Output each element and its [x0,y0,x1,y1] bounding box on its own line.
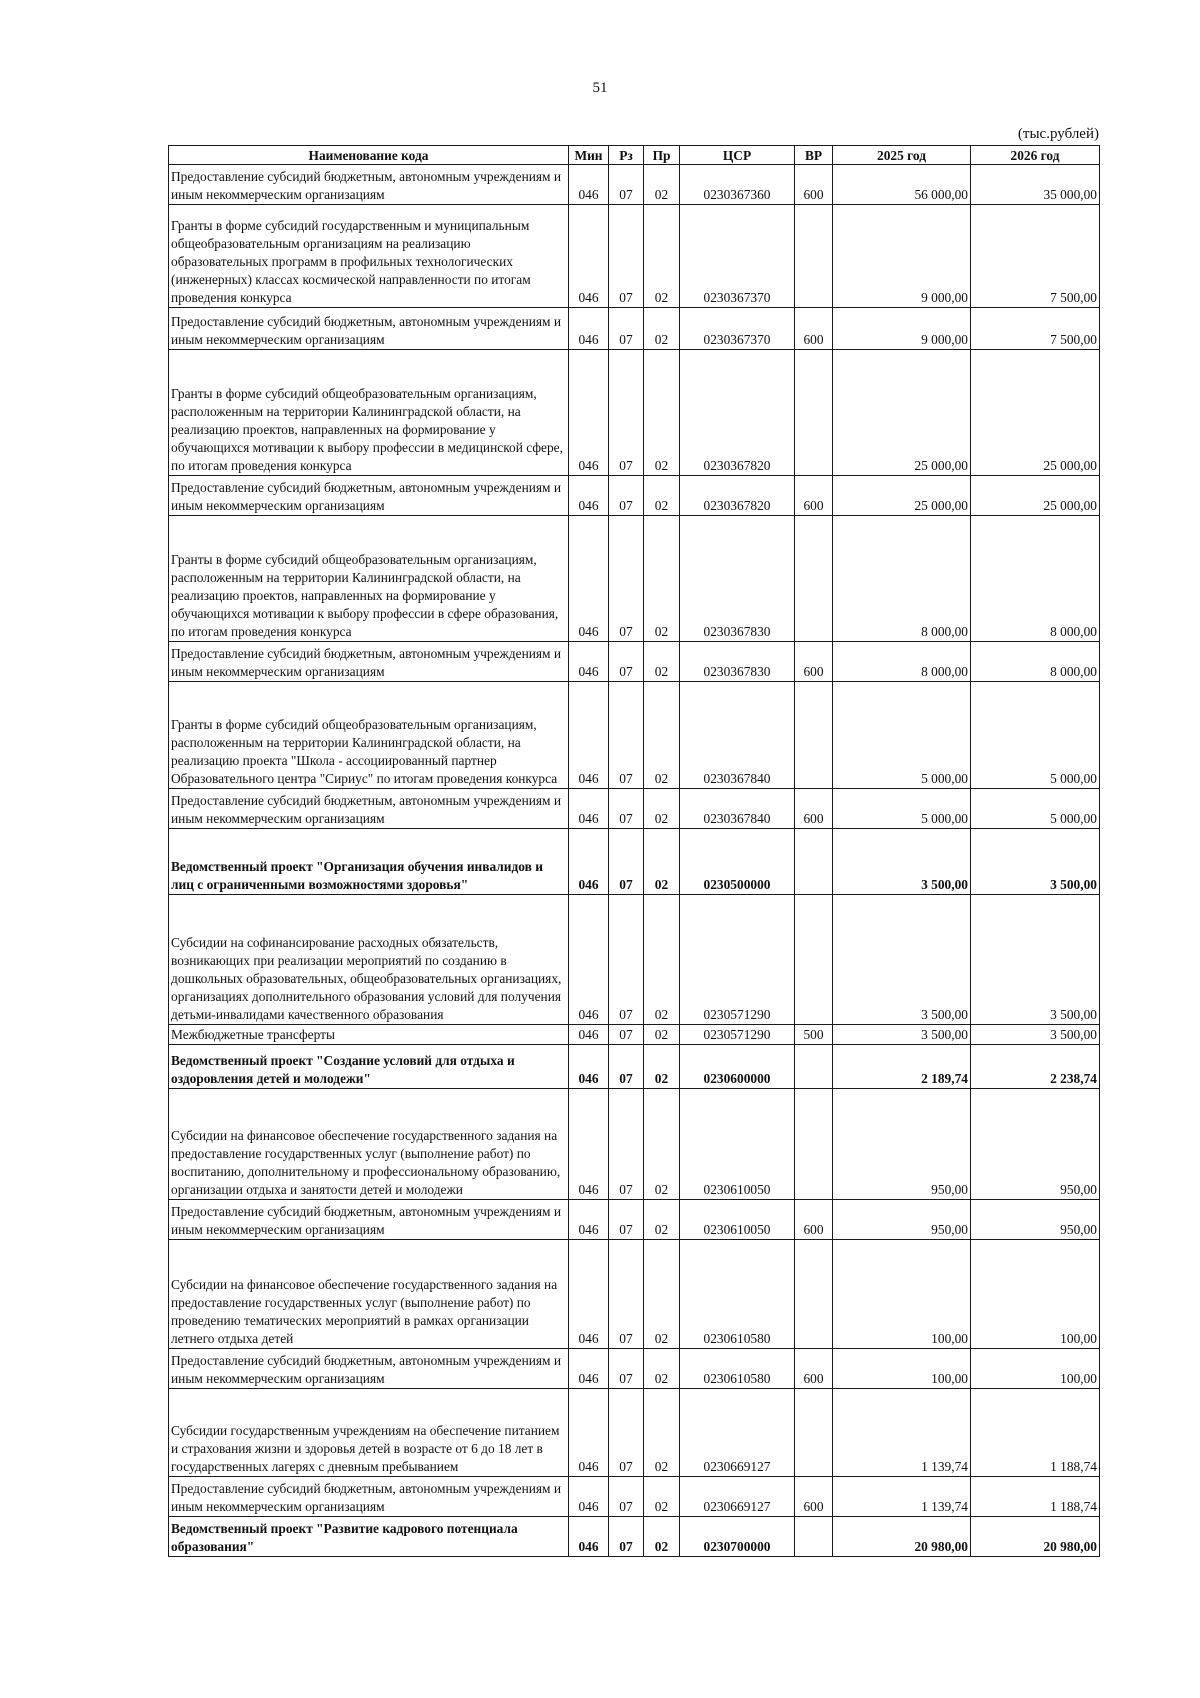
cell-min: 046 [569,1045,609,1089]
table-row [169,165,1100,205]
cell-csr: 0230571290 [680,895,795,1025]
cell-csr: 0230367370 [680,308,795,350]
cell-min: 046 [569,1240,609,1349]
budget-table [168,145,1100,1557]
cell-vr [795,1389,833,1477]
cell-2025: 100,00 [833,1240,971,1349]
cell-2025: 9 000,00 [833,308,971,350]
cell-pr: 02 [644,1200,680,1240]
cell-name: Предоставление субсидий бюджетным, автономным учреждениям и иным некоммерческим организациям [169,308,569,350]
table-row [169,516,1100,642]
cell-rz: 07 [609,1025,644,1045]
cell-csr: 0230669127 [680,1477,795,1517]
table-row [169,829,1100,895]
cell-2025: 8 000,00 [833,642,971,682]
cell-vr: 600 [795,1349,833,1389]
cell-name: Ведомственный проект "Организация обучения инвалидов и лиц с ограниченными возможностями здоровья" [169,829,569,895]
cell-pr: 02 [644,1389,680,1477]
cell-name: Ведомственный проект "Развитие кадрового потенциала образования" [169,1517,569,1557]
page-number: 51 [592,80,608,96]
cell-vr [795,350,833,476]
cell-pr: 02 [644,1349,680,1389]
table-row [169,1089,1100,1200]
cell-csr: 0230669127 [680,1389,795,1477]
cell-pr: 02 [644,308,680,350]
header-csr: ЦСР [680,146,795,165]
cell-pr: 02 [644,1240,680,1349]
cell-csr: 0230500000 [680,829,795,895]
cell-2025: 2 189,74 [833,1045,971,1089]
cell-name: Предоставление субсидий бюджетным, автономным учреждениям и иным некоммерческим организациям [169,1200,569,1240]
cell-2026: 7 500,00 [971,308,1100,350]
cell-min: 046 [569,1089,609,1200]
cell-2025: 25 000,00 [833,350,971,476]
cell-2025: 25 000,00 [833,476,971,516]
cell-min: 046 [569,350,609,476]
cell-csr: 0230367830 [680,642,795,682]
cell-2026: 3 500,00 [971,1025,1100,1045]
cell-min: 046 [569,895,609,1025]
cell-2026: 2 238,74 [971,1045,1100,1089]
cell-vr [795,1240,833,1349]
cell-vr [795,1089,833,1200]
table-row [169,1349,1100,1389]
cell-2026: 8 000,00 [971,642,1100,682]
cell-rz: 07 [609,642,644,682]
cell-2025: 5 000,00 [833,682,971,789]
table-row [169,350,1100,476]
cell-2025: 56 000,00 [833,165,971,205]
cell-name: Гранты в форме субсидий общеобразовательным организациям, расположенным на территории Калининградской области, на реализацию проекта "Школа - ассоциированный партнер Образовательного центра "Сириус" по итогам проведения конкурса [169,682,569,789]
cell-pr: 02 [644,165,680,205]
cell-2026: 100,00 [971,1349,1100,1389]
cell-2026: 8 000,00 [971,516,1100,642]
cell-name: Межбюджетные трансферты [169,1025,569,1045]
cell-csr: 0230367840 [680,789,795,829]
cell-2025: 950,00 [833,1200,971,1240]
cell-2026: 25 000,00 [971,350,1100,476]
table-row [169,1517,1100,1557]
cell-min: 046 [569,165,609,205]
cell-rz: 07 [609,205,644,308]
cell-rz: 07 [609,1089,644,1200]
cell-2025: 950,00 [833,1089,971,1200]
cell-pr: 02 [644,642,680,682]
cell-csr: 0230367820 [680,476,795,516]
header-name: Наименование кода [169,146,569,165]
table-row [169,1025,1100,1045]
cell-pr: 02 [644,516,680,642]
cell-name: Гранты в форме субсидий общеобразовательным организациям, расположенным на территории Калининградской области, на реализацию проектов, направленных на формирование у обучающихся мотивации к выбору профессии в сфере образования, по итогам проведения конкурса [169,516,569,642]
cell-2025: 1 139,74 [833,1477,971,1517]
cell-min: 046 [569,829,609,895]
cell-csr: 0230610050 [680,1089,795,1200]
cell-2025: 20 980,00 [833,1517,971,1557]
cell-vr: 600 [795,308,833,350]
units-label: (тыс.рублей) [1017,126,1099,142]
table-row [169,1389,1100,1477]
cell-pr: 02 [644,1089,680,1200]
cell-vr: 600 [795,642,833,682]
cell-vr: 500 [795,1025,833,1045]
cell-csr: 0230571290 [680,1025,795,1045]
cell-min: 046 [569,205,609,308]
cell-rz: 07 [609,1517,644,1557]
cell-vr [795,895,833,1025]
cell-2025: 5 000,00 [833,789,971,829]
cell-rz: 07 [609,165,644,205]
header-2025: 2025 год [833,146,971,165]
table-row [169,789,1100,829]
cell-name: Гранты в форме субсидий общеобразовательным организациям, расположенным на территории Калининградской области, на реализацию проектов, направленных на формирование у обучающихся мотивации к выбору профессии в медицинской сфере, по итогам проведения конкурса [169,350,569,476]
cell-rz: 07 [609,1349,644,1389]
cell-2026: 100,00 [971,1240,1100,1349]
header-vr: ВР [795,146,833,165]
cell-vr: 600 [795,1200,833,1240]
cell-2026: 25 000,00 [971,476,1100,516]
cell-min: 046 [569,1517,609,1557]
table-row [169,1045,1100,1089]
cell-csr: 0230367830 [680,516,795,642]
cell-vr: 600 [795,476,833,516]
cell-min: 046 [569,682,609,789]
cell-csr: 0230367360 [680,165,795,205]
table-row [169,642,1100,682]
cell-name: Субсидии на финансовое обеспечение государственного задания на предоставление государственных услуг (выполнение работ) по воспитанию, дополнительному и профессиональному образованию, организации отдыха и занятости детей и молодежи [169,1089,569,1200]
cell-min: 046 [569,789,609,829]
header-rz: Рз [609,146,644,165]
cell-vr [795,829,833,895]
cell-2026: 5 000,00 [971,789,1100,829]
table-row [169,205,1100,308]
cell-pr: 02 [644,205,680,308]
cell-2025: 9 000,00 [833,205,971,308]
cell-vr [795,1045,833,1089]
cell-vr: 600 [795,165,833,205]
cell-2026: 1 188,74 [971,1389,1100,1477]
cell-vr: 600 [795,789,833,829]
table-row [169,682,1100,789]
cell-name: Предоставление субсидий бюджетным, автономным учреждениям и иным некоммерческим организациям [169,1349,569,1389]
cell-min: 046 [569,308,609,350]
cell-vr [795,682,833,789]
cell-rz: 07 [609,1045,644,1089]
cell-name: Предоставление субсидий бюджетным, автономным учреждениям и иным некоммерческим организациям [169,1477,569,1517]
table-row [169,476,1100,516]
cell-min: 046 [569,1389,609,1477]
cell-csr: 0230367370 [680,205,795,308]
header-min: Мин [569,146,609,165]
cell-csr: 0230600000 [680,1045,795,1089]
cell-2026: 5 000,00 [971,682,1100,789]
cell-pr: 02 [644,1517,680,1557]
cell-2026: 7 500,00 [971,205,1100,308]
cell-name: Субсидии государственным учреждениям на обеспечение питанием и страхования жизни и здоровья детей в возрасте от 6 до 18 лет в государственных лагерях с дневным пребыванием [169,1389,569,1477]
cell-min: 046 [569,476,609,516]
cell-rz: 07 [609,1200,644,1240]
cell-name: Субсидии на финансовое обеспечение государственного задания на предоставление государственных услуг (выполнение работ) по проведению тематических мероприятий в рамках организации летнего отдыха детей [169,1240,569,1349]
cell-2026: 3 500,00 [971,895,1100,1025]
cell-rz: 07 [609,789,644,829]
cell-vr [795,1517,833,1557]
cell-csr: 0230367820 [680,350,795,476]
cell-2025: 3 500,00 [833,895,971,1025]
cell-min: 046 [569,1349,609,1389]
table-row [169,1477,1100,1517]
table-header-row [169,146,1100,165]
cell-pr: 02 [644,895,680,1025]
cell-pr: 02 [644,829,680,895]
cell-vr: 600 [795,1477,833,1517]
cell-pr: 02 [644,1477,680,1517]
table-body [169,165,1100,1557]
cell-rz: 07 [609,350,644,476]
cell-csr: 0230700000 [680,1517,795,1557]
header-2026: 2026 год [971,146,1100,165]
cell-csr: 0230610050 [680,1200,795,1240]
cell-min: 046 [569,1477,609,1517]
cell-2025: 100,00 [833,1349,971,1389]
cell-2026: 950,00 [971,1089,1100,1200]
table-row [169,308,1100,350]
cell-2026: 3 500,00 [971,829,1100,895]
cell-name: Предоставление субсидий бюджетным, автономным учреждениям и иным некоммерческим организациям [169,642,569,682]
cell-2025: 3 500,00 [833,1025,971,1045]
cell-2025: 8 000,00 [833,516,971,642]
cell-vr [795,205,833,308]
cell-rz: 07 [609,682,644,789]
cell-min: 046 [569,642,609,682]
table-row [169,1240,1100,1349]
table-row [169,895,1100,1025]
cell-2025: 1 139,74 [833,1389,971,1477]
cell-rz: 07 [609,308,644,350]
cell-name: Предоставление субсидий бюджетным, автономным учреждениям и иным некоммерческим организациям [169,476,569,516]
cell-min: 046 [569,1200,609,1240]
cell-pr: 02 [644,682,680,789]
cell-rz: 07 [609,1389,644,1477]
cell-pr: 02 [644,1025,680,1045]
cell-csr: 0230610580 [680,1349,795,1389]
header-pr: Пр [644,146,680,165]
cell-pr: 02 [644,789,680,829]
cell-2026: 20 980,00 [971,1517,1100,1557]
cell-name: Ведомственный проект "Создание условий для отдыха и оздоровления детей и молодежи" [169,1045,569,1089]
cell-rz: 07 [609,895,644,1025]
cell-rz: 07 [609,1240,644,1349]
cell-pr: 02 [644,476,680,516]
cell-rz: 07 [609,829,644,895]
cell-rz: 07 [609,1477,644,1517]
cell-min: 046 [569,516,609,642]
cell-min: 046 [569,1025,609,1045]
cell-vr [795,516,833,642]
table-row [169,1200,1100,1240]
cell-pr: 02 [644,350,680,476]
cell-pr: 02 [644,1045,680,1089]
cell-csr: 0230610580 [680,1240,795,1349]
cell-2026: 35 000,00 [971,165,1100,205]
cell-name: Субсидии на софинансирование расходных обязательств, возникающих при реализации мероприятий по созданию в дошкольных образовательных, общеобразовательных организациях, организациях дополнительного образования условий для получения детьми-инвалидами качественного образования [169,895,569,1025]
cell-name: Предоставление субсидий бюджетным, автономным учреждениям и иным некоммерческим организациям [169,789,569,829]
cell-2025: 3 500,00 [833,829,971,895]
cell-name: Гранты в форме субсидий государственным и муниципальным общеобразовательным организациям на реализацию образовательных программ в профильных технологических (инженерных) классах космической направленности по итогам проведения конкурса [169,205,569,308]
cell-name: Предоставление субсидий бюджетным, автономным учреждениям и иным некоммерческим организациям [169,165,569,205]
cell-2026: 950,00 [971,1200,1100,1240]
cell-rz: 07 [609,516,644,642]
cell-2026: 1 188,74 [971,1477,1100,1517]
cell-csr: 0230367840 [680,682,795,789]
cell-rz: 07 [609,476,644,516]
